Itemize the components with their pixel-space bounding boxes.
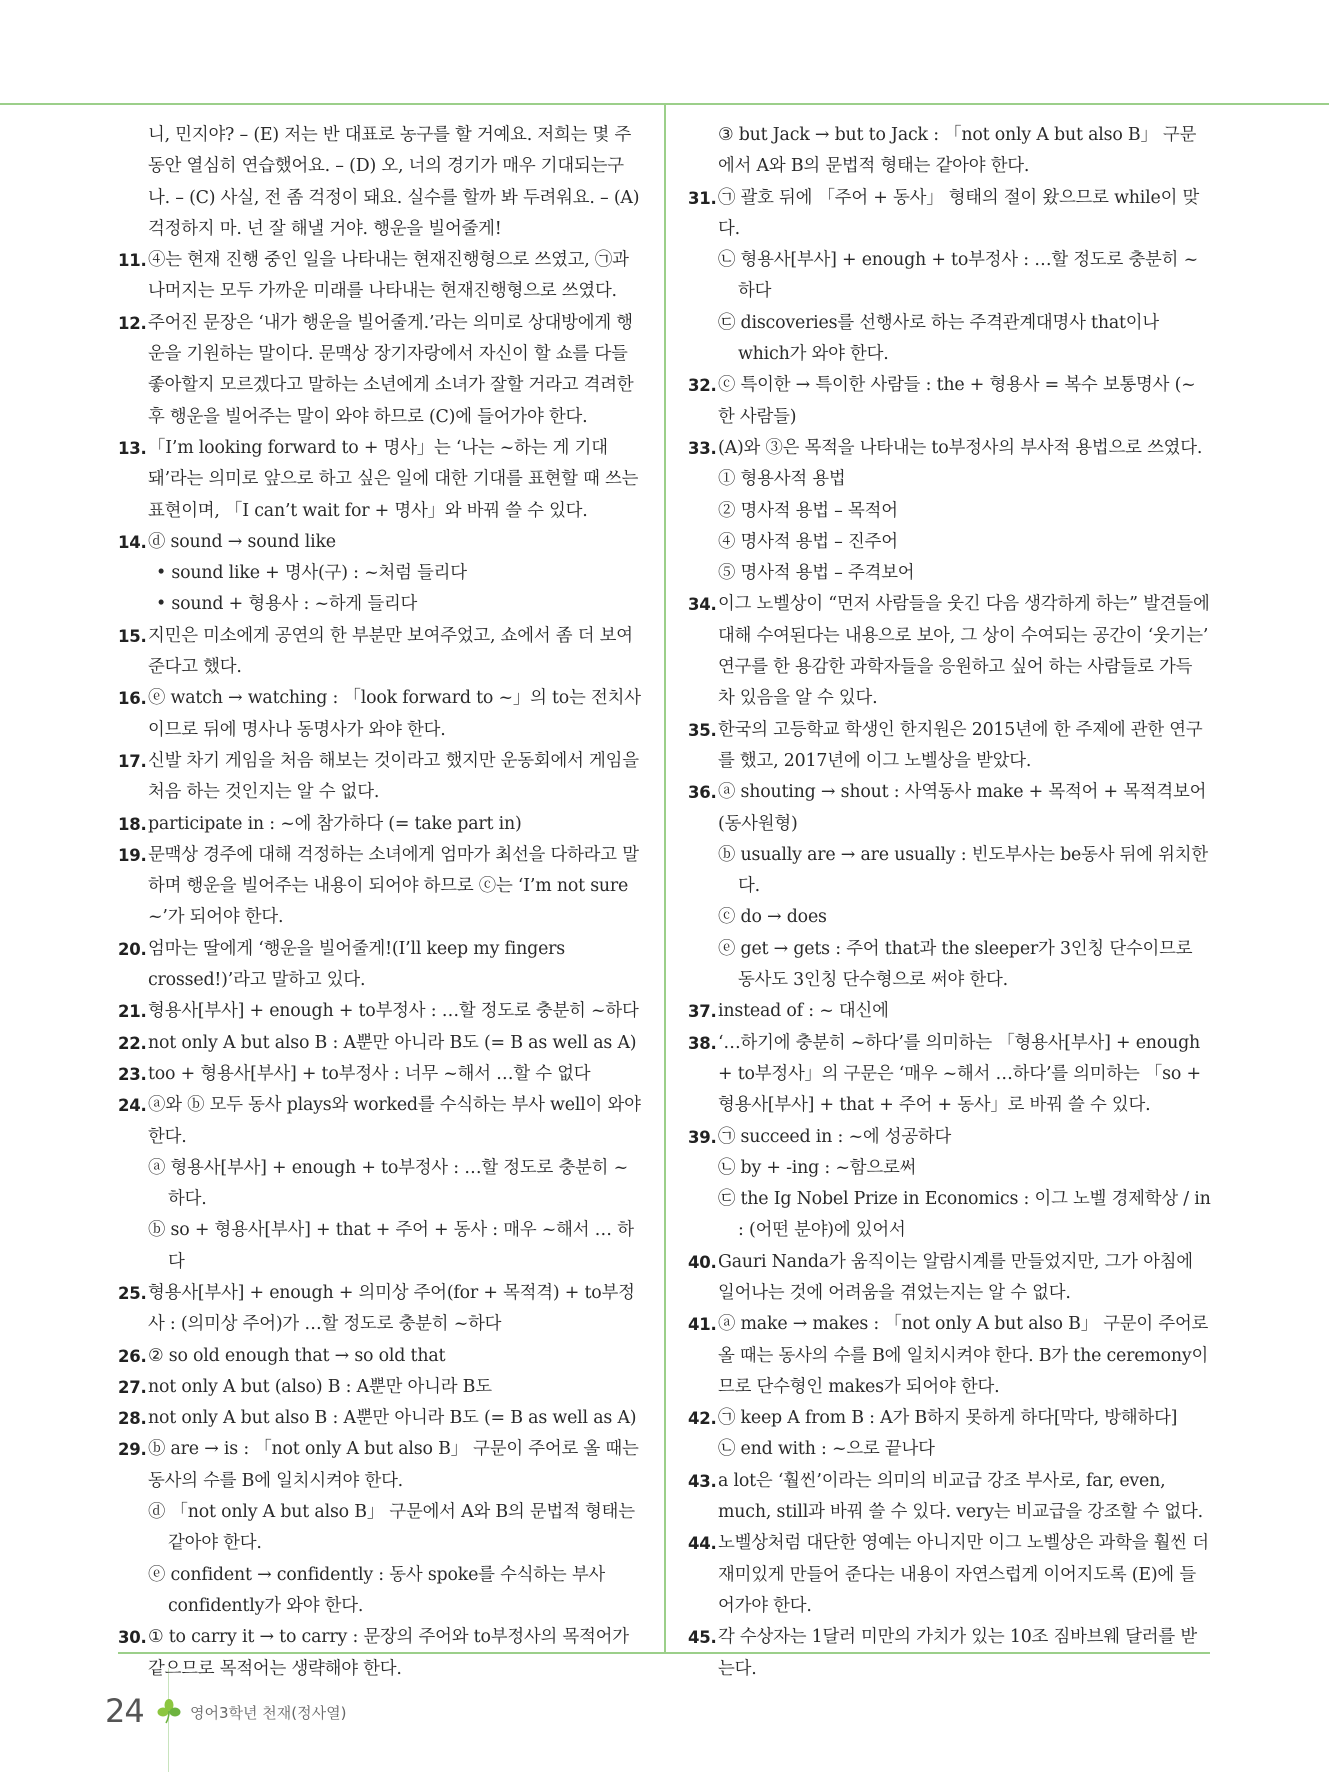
answer-entry	[118, 683, 643, 746]
explanation-text: 노벨상처럼 대단한 영예는 아니지만 이그 노벨상은 과학을 훨씬 더 재미있게 만들어 준다는 내용이 자연스럽게 이어지도록 (E)에 들어가야 한다.	[718, 1533, 1209, 1616]
answer-entry	[688, 1528, 1212, 1622]
bullet-point: • sound like + 명사(구) : ~처럼 들리다	[156, 563, 467, 584]
question-number: 32.	[688, 376, 717, 396]
question-number: 34.	[688, 595, 717, 615]
question-number: 25.	[118, 1283, 147, 1303]
explanation-text: ㉠ succeed in : ~에 성공하다	[718, 1126, 952, 1147]
question-number: 42.	[688, 1409, 717, 1429]
answer-entry	[118, 1403, 643, 1434]
answer-entry	[118, 996, 643, 1027]
clover-leaf-icon	[156, 1698, 182, 1724]
explanation-text: 니, 민지야? – (E) 저는 반 대표로 농구를 할 거예요. 저희는 몇 주 동안 열심히 연습했어요. – (D) 오, 너의 경기가 매우 기대되는구나. – (C) 사실, 전 좀 걱정이 돼요. 실수를 할까 봐 두려워요. – (A) 걱정하지 마. 넌 잘 해낼 거야. 행운을 빌어줄게!	[148, 125, 640, 239]
explanation-text: 형용사[부사] + enough + 의미상 주어(for + 목적격) + to부정사 : (의미상 주어)가 …할 정도로 충분히 ~하다	[148, 1282, 635, 1335]
question-number: 21.	[118, 1002, 147, 1022]
answer-entry	[688, 1122, 1212, 1247]
question-number: 19.	[118, 845, 147, 865]
answer-entry	[688, 1028, 1212, 1122]
question-number: 36.	[688, 783, 717, 803]
explanation-text: 엄마는 딸에게 ‘행운을 빌어줄게!(I’ll keep my fingers crossed!)’라고 말하고 있다.	[148, 938, 566, 991]
sub-explanation: ㉡ 형용사[부사] + enough + to부정사 : …할 정도로 충분히 ~하다	[718, 250, 1198, 302]
answer-entry	[118, 1341, 643, 1372]
answer-entry	[118, 621, 643, 684]
explanation-text: ① to carry it → to carry : 문장의 주어와 to부정사의 목적어가 같으므로 목적어는 생략해야 한다.	[148, 1627, 629, 1679]
answer-entry	[118, 1278, 643, 1341]
sub-explanation: ④ 명사적 용법 – 진주어	[718, 531, 898, 552]
sub-explanation: ⓑ so + 형용사[부사] + that + 주어 + 동사 : 매우 ~해서 … 하다	[148, 1220, 634, 1272]
answer-entry	[688, 120, 1212, 183]
question-number: 15.	[118, 626, 147, 646]
answer-entry	[118, 1622, 643, 1685]
sub-explanation: ② 명사적 용법 – 목적어	[718, 500, 898, 521]
book-title: 영어3학년 천재(정사열)	[190, 1704, 347, 1722]
answer-entry	[118, 527, 643, 621]
question-number: 31.	[688, 188, 717, 208]
explanation-text: 「I’m looking forward to + 명사」는 ‘나는 ~하는 게 기대돼’라는 의미로 앞으로 하고 싶은 일에 대한 기대를 표현할 때 쓰는 표현이며, 「I can’t wait for + 명사」와 바꿔 쓸 수 있다.	[148, 437, 639, 521]
answer-entry	[118, 1028, 643, 1059]
answer-entry	[118, 1090, 643, 1278]
sub-explanation: ㉡ by + -ing : ~함으로써	[718, 1157, 917, 1178]
answer-entry	[688, 1309, 1212, 1403]
explanation-text: ㉠ keep A from B : A가 B하지 못하게 하다[막다, 방해하다]	[718, 1408, 1178, 1429]
answer-entry	[118, 245, 643, 308]
question-number: 29.	[118, 1440, 147, 1460]
question-number: 12.	[118, 313, 147, 333]
explanation-text: (A)와 ③은 목적을 나타내는 to부정사의 부사적 용법으로 쓰였다.	[718, 437, 1203, 458]
question-number: 30.	[118, 1628, 147, 1648]
left-column	[118, 120, 643, 1685]
sub-explanation: ㉢ discoveries를 선행사로 하는 주격관계대명사 that이나 which가 와야 한다.	[718, 312, 1160, 365]
question-number: 37.	[688, 1002, 717, 1022]
answer-entry	[118, 1059, 643, 1090]
explanation-text: 지민은 미소에게 공연의 한 부분만 보여주었고, 쇼에서 좀 더 보여준다고 했다.	[148, 625, 633, 678]
answer-entry	[688, 183, 1212, 371]
explanation-text: ⓐ make → makes : 「not only A but also B」 구문이 주어로 올 때는 동사의 수를 B에 일치시켜야 한다. B가 the ceremony이므로 단수형인 makes가 되어야 한다.	[718, 1314, 1209, 1397]
question-number: 33.	[688, 438, 717, 458]
explanation-text: a lot은 ‘훨씬’이라는 의미의 비교급 강조 부사로, far, even, much, still과 바꿔 쓸 수 있다. very는 비교급을 강조할 수 없다.	[718, 1470, 1203, 1523]
answer-entry	[688, 715, 1212, 778]
question-number: 41.	[688, 1315, 717, 1335]
question-number: 44.	[688, 1534, 717, 1554]
explanation-text: not only A but also B : A뿐만 아니라 B도 (= B as well as A)	[148, 1032, 637, 1053]
question-number: 28.	[118, 1409, 147, 1429]
explanation-text: ‘…하기에 충분히 ~하다’를 의미하는 「형용사[부사] + enough + to부정사」의 구문은 ‘매우 ~해서 …하다’를 의미하는 「so + 형용사[부사] + that + 주어 + 동사」로 바꿔 쓸 수 있다.	[718, 1032, 1201, 1116]
explanation-text: ㉠ 괄호 뒤에 「주어 + 동사」 형태의 절이 왔으므로 while이 맞다.	[718, 187, 1200, 239]
answer-entry	[688, 996, 1212, 1027]
answer-entry	[118, 934, 643, 997]
answer-entry	[688, 1622, 1212, 1685]
answer-entry	[118, 433, 643, 527]
explanation-text: ⓒ 특이한 → 특이한 사람들 : the + 형용사 = 복수 보통명사 (~한 사람들)	[718, 375, 1196, 427]
answer-entry	[118, 840, 643, 934]
question-number: 23.	[118, 1064, 147, 1084]
explanation-text: 형용사[부사] + enough + to부정사 : …할 정도로 충분히 ~하다	[148, 1001, 639, 1022]
question-number: 11.	[118, 251, 147, 271]
question-number: 43.	[688, 1471, 717, 1491]
question-number: 24.	[118, 1096, 147, 1116]
sub-explanation: ① 형용사적 용법	[718, 469, 846, 490]
bullet-point: • sound + 형용사 : ~하게 들리다	[156, 594, 418, 615]
answer-entry	[118, 809, 643, 840]
answer-entry	[118, 1434, 643, 1622]
sub-explanation: ㉡ end with : ~으로 끝나다	[718, 1439, 935, 1460]
sub-explanation: ⑤ 명사적 용법 – 주격보어	[718, 563, 915, 584]
explanation-text: ⓐ와 ⓑ 모두 동사 plays와 worked를 수식하는 부사 well이 와야 한다.	[148, 1095, 641, 1147]
explanation-text: ⓑ are → is : 「not only A but also B」 구문이 주어로 올 때는 동사의 수를 B에 일치시켜야 한다.	[148, 1439, 639, 1491]
question-number: 17.	[118, 751, 147, 771]
sub-explanation: ⓒ do → does	[718, 907, 827, 928]
question-number: 26.	[118, 1346, 147, 1366]
explanation-text: ③ but Jack → but to Jack : 「not only A but also B」 구문에서 A와 B의 문법적 형태는 같아야 한다.	[718, 125, 1197, 177]
explanation-text: 주어진 문장은 ‘내가 행운을 빌어줄게.’라는 의미로 상대방에게 행운을 기원하는 말이다. 문맥상 장기자랑에서 자신이 할 쇼를 다들 좋아할지 모르겠다고 말하는 소년에게 소녀가 잘할 거라고 격려한 후 행운을 빌어주는 말이 와야 하므로 (C)에 들어가야 한다.	[148, 312, 634, 427]
explanation-text: not only A but also B : A뿐만 아니라 B도 (= B as well as A)	[148, 1408, 637, 1429]
answer-entry	[118, 1372, 643, 1403]
explanation-text: not only A but (also) B : A뿐만 아니라 B도	[148, 1376, 492, 1397]
explanation-text: too + 형용사[부사] + to부정사 : 너무 ~해서 …할 수 없다	[148, 1063, 591, 1084]
explanation-text: ⓔ watch → watching : 「look forward to ~」의 to는 전치사이므로 뒤에 명사나 동명사가 와야 한다.	[148, 688, 641, 740]
question-number: 16.	[118, 689, 147, 709]
column-divider	[664, 104, 666, 1654]
answer-entry	[688, 433, 1212, 589]
explanation-text: ⓓ sound → sound like	[148, 531, 336, 552]
explanation-text: Gauri Nanda가 움직이는 알람시계를 만들었지만, 그가 아침에 일어나는 것에 어려움을 겪었는지는 알 수 없다.	[718, 1251, 1193, 1303]
question-number: 14.	[118, 532, 147, 552]
question-number: 40.	[688, 1252, 717, 1272]
explanation-text: 문맥상 경주에 대해 걱정하는 소녀에게 엄마가 최선을 다하라고 말하며 행운을 빌어주는 내용이 되어야 하므로 ⓒ는 ‘I’m not sure ~’가 되어야 한다.	[148, 844, 639, 928]
explanation-text: 이그 노벨상이 “먼저 사람들을 웃긴 다음 생각하게 하는” 발견들에 대해 수여된다는 내용으로 보아, 그 상이 수여되는 공간이 ‘웃기는’ 연구를 한 용감한 과학자들을 응원하고 싶어 하는 사람들로 가득 차 있음을 알 수 있다.	[718, 594, 1210, 709]
answer-entry	[688, 1466, 1212, 1529]
explanation-text: 신발 차기 게임을 처음 해보는 것이라고 했지만 운동회에서 게임을 처음 하는 것인지는 알 수 없다.	[148, 750, 639, 803]
answer-entry	[688, 589, 1212, 714]
sub-explanation: ⓐ 형용사[부사] + enough + to부정사 : …할 정도로 충분히 ~하다.	[148, 1157, 628, 1210]
answer-entry	[118, 746, 643, 809]
sub-explanation: ⓔ confident → confidently : 동사 spoke를 수식하는 부사 confidently가 와야 한다.	[148, 1564, 606, 1616]
question-number: 13.	[118, 438, 147, 458]
question-number: 22.	[118, 1033, 147, 1053]
explanation-text: ⓐ shouting → shout : 사역동사 make + 목적어 + 목적격보어 (동사원형)	[718, 782, 1207, 834]
question-number: 35.	[688, 720, 717, 740]
sub-explanation: ㉢ the Ig Nobel Prize in Economics : 이그 노벨 경제학상 / in : (어떤 분야)에 있어서	[718, 1189, 1211, 1241]
right-column	[688, 120, 1212, 1685]
page-number: 24	[105, 1692, 144, 1730]
answer-entry	[688, 1247, 1212, 1310]
answer-entry	[118, 120, 643, 245]
sub-explanation: ⓓ 「not only A but also B」 구문에서 A와 B의 문법적 형태는 같아야 한다.	[148, 1502, 635, 1554]
explanation-text: instead of : ~ 대신에	[718, 1001, 889, 1022]
question-number: 38.	[688, 1033, 717, 1053]
question-number: 39.	[688, 1127, 717, 1147]
explanation-text: 한국의 고등학교 학생인 한지원은 2015년에 한 주제에 관한 연구를 했고, 2017년에 이그 노벨상을 받았다.	[718, 719, 1203, 771]
question-number: 27.	[118, 1377, 147, 1397]
answer-entry	[688, 777, 1212, 996]
question-number: 18.	[118, 814, 147, 834]
sub-explanation: ⓔ get → gets : 주어 that과 the sleeper가 3인칭 단수이므로 동사도 3인칭 단수형으로 써야 한다.	[718, 938, 1193, 991]
answer-entry	[688, 1403, 1212, 1466]
explanation-text: 각 수상자는 1달러 미만의 가치가 있는 10조 짐바브웨 달러를 받는다.	[718, 1627, 1197, 1679]
question-number: 45.	[688, 1628, 717, 1648]
explanation-text: ② so old enough that → so old that	[148, 1345, 446, 1366]
question-number: 20.	[118, 939, 147, 959]
explanation-text: ④는 현재 진행 중인 일을 나타내는 현재진행형으로 쓰였고, ㉠과 나머지는 모두 가까운 미래를 나타내는 현재진행형으로 쓰였다.	[148, 250, 629, 302]
sub-explanation: ⓑ usually are → are usually : 빈도부사는 be동사 뒤에 위치한다.	[718, 844, 1208, 897]
explanation-text: participate in : ~에 참가하다 (= take part in)	[148, 813, 522, 834]
answer-entry	[118, 308, 643, 433]
answer-entry	[688, 370, 1212, 433]
